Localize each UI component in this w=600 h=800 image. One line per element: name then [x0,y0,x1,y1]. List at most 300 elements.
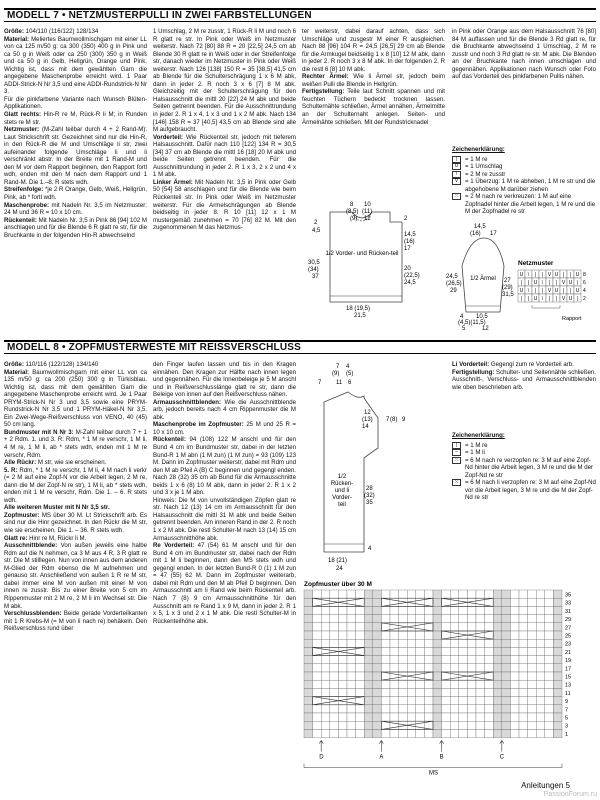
paragraph [4,186,147,201]
chart-cell [450,631,459,639]
chart-cell [545,721,554,729]
dim: 7 [336,364,340,370]
dim: 5 [462,326,466,330]
chart-cell [424,656,433,664]
chart-cell [510,713,519,721]
chart-cell [304,590,313,598]
dim: 12 [364,410,371,416]
chart-cell [545,639,554,647]
chart-cell [536,623,545,631]
chart-cell [450,590,459,598]
chart-cell [476,680,485,688]
legend-item [452,442,596,450]
chart-cell [347,590,356,598]
chart-cell [347,697,356,705]
chart-cell [330,606,339,614]
chart-cell [424,697,433,705]
dim: (16) [470,231,481,237]
paragraph [153,436,296,496]
chart-cell [553,713,562,721]
chart-cell [502,664,511,672]
chart-cell [416,623,425,631]
chart-cell [476,672,485,680]
chart-cell [459,647,468,655]
chart-cell [459,590,468,598]
stitch-symbol: | [541,272,544,278]
chart-cell [545,729,554,737]
chart-cell [519,590,528,598]
chart-cell [502,590,511,598]
start-arrow-icon [440,741,444,752]
paragraph-heading: Glatt rechts: [4,111,41,119]
chart-cell [476,631,485,639]
chart-cell [442,656,451,664]
chart-cell [364,705,373,713]
chart-cell [502,697,511,705]
chart-cell [545,647,554,655]
chart-cell [338,606,347,614]
paragraph [302,88,445,126]
chart-cell [450,656,459,664]
stitch-symbol: U [533,296,538,302]
chart-cell [485,639,494,647]
chart-cell [390,615,399,623]
chart-cell [519,623,528,631]
paragraph-heading: Maschenprobe: [4,201,50,209]
chart-cell [381,639,390,647]
chart-cell [304,705,313,713]
stitch-symbol-icon: ⤬ [452,479,461,486]
paragraph [4,610,147,633]
stitch-symbol: | [555,280,558,286]
chart-cell [381,680,390,688]
stitch-symbol: \ [527,272,530,278]
chart-cell [330,688,339,696]
chart-cell [381,713,390,721]
chart-cell [330,664,339,672]
dim: (4,5)(11,5) [458,320,486,326]
chart-cell [553,672,562,680]
chart-cell [347,664,356,672]
chart-cell [502,647,511,655]
stitch-symbol: | [569,288,572,294]
chart-cell [356,606,365,614]
paragraph-text: MS über 30 M. Lt Strickschrift arb. Es sind nur die Hinr gezeichnet. In den Rückr die M str, wie sie erscheinen. Die 1. – 36. R stets wdh. [4,511,147,535]
paragraph-heading: Re Vorderteil: [153,542,195,550]
chart-cell [450,729,459,737]
chart-cell [313,680,322,688]
chart-cell [493,606,502,614]
chart-cell [313,631,322,639]
legend-item [452,449,596,457]
chart-cell [424,647,433,655]
chart-cell [450,598,459,606]
chart-cell [364,656,373,664]
paragraph-text: Hinweis: Die M von unvollständigen Zöpfen glatt re str. Nach 12 (13) 14 cm im Armausschnitt für den Halsausschnitt die mittl 31 M abk und beide Seiten getrennt beenden. Am inneren Rand in der 2. R noch 1 x 2 M abk. Die restl Schulter-M nach 13 (14) 15 cm Armausschnitthöhe abk. [153,496,296,542]
chart-cell [502,656,511,664]
chart-cell [467,688,476,696]
paragraph-text: Rdm, * 1 M re verschr, 1 M li, 4 M nach li verkr (= 2 M auf eine Zopf-N vor die Arbeit legen, 2 M re, dann die M der Zopf-N re str), 1 M li, ab * stets wdh, enden mit 1 M re verschr, Rdm. Die 1. – 6. R stets wdh. [4,466,147,504]
chart-cell [390,590,399,598]
chart-cell [381,688,390,696]
chart-cell [321,729,330,737]
chart-cell [493,615,502,623]
chart-cell [476,721,485,729]
dim: 4 [368,546,372,552]
chart-cell [338,688,347,696]
chart-cell [528,639,537,647]
paragraph-heading: 5. R: [4,466,18,474]
chart-cell [485,647,494,655]
model8-header: MODELL 8 • ZOPFMUSTERWESTE MIT REISSVERSCHLUSS [4,340,596,354]
chart-cell [493,656,502,664]
paragraph-text: Meliertes Baumwollmischgarn mit einer LL von ca 125 m/50 g: ca 300 (350) 400 g in Pink und ca 50 g in Weiß oder ca 250 (300) 350 g in Weiß und ca 50 g in Gelb, Hellgrün, Orange und Pink. Wichtig ist, dass mit dem gewählten Garn die angegebene Maschenprobe erreicht wird. 1 Paar ADDI-Strick-N Nr 3,5 und eine ADDI-Rundstrick-N Nr 3. [4,35,147,96]
paragraph-heading: Li Vorderteil: [452,361,490,368]
chart-cell [399,615,408,623]
chart-cell [347,598,356,606]
rapport-label: Rapport [562,316,582,322]
stitch-symbol-icon: | [452,156,461,163]
chart-cell [330,680,339,688]
chart-cell [424,713,433,721]
chart-cell [485,697,494,705]
chart-cell [304,639,313,647]
paragraph [452,369,596,392]
paragraph-text: in Pink oder Orange aus dem Halsausschnitt 76 [80] 84 M auffassen und für die Blende 3 Rd glatt re, für die Bruchkante abwechselnd 1 Umschlag, 2 M re zusstr und noch 3 Rd glatt re str. M abk. Die Blenden an der Bruchkante nach innen umschlagen und gegennähen. Applikationen nach Wunsch oder Foto auf das Vorderteil des pinkfarbenen Pullis nähen. [452,28,596,81]
stitch-symbol: | [569,272,572,278]
dim: 12 [364,216,371,222]
stitch-symbol: \ [541,296,544,302]
chart-cell [485,713,494,721]
row-number: 23 [565,641,572,648]
row-number: 13 [565,682,572,689]
chart-cell [553,680,562,688]
chart-cell [424,705,433,713]
chart-cell [442,713,451,721]
dim: 24,5 [404,280,416,286]
dim: (13) [362,417,373,423]
chart-cell [502,615,511,623]
chart-cell [459,721,468,729]
chart-cell [381,697,390,705]
chart-cell [528,672,537,680]
chart-cell [356,713,365,721]
chart-cell [476,729,485,737]
chart-cell [493,705,502,713]
legend-label: = 1 Überzug: 1 M re abheben, 1 M re str und die abgehobene M darüber ziehen [465,178,596,193]
chart-cell [510,639,519,647]
model7-header: MODELL 7 • NETZMUSTERPULLI IN ZWEI FARBSTELLUNGEN [4,8,596,22]
chart-cell [330,672,339,680]
paragraph [302,73,445,88]
paragraph [153,399,296,422]
chart-cell [528,656,537,664]
chart-cell [416,705,425,713]
chart-cell [442,721,451,729]
paragraph-heading: Material: [4,368,30,376]
chart-cell [373,623,382,631]
chart-cell [373,598,382,606]
chart-cell [459,705,468,713]
chart-cell [553,697,562,705]
chart-cell [416,713,425,721]
chart-cell [321,680,330,688]
chart-cell [536,713,545,721]
chart-cell [442,590,451,598]
paragraph-text: Wie Rückenteil str, jedoch mit tieferem Halsausschnitt. Dafür nach 110 [122] 134 R = 30,5 [34] 37 cm ab Blende die mittl 16 [18] 20 M abk und beide Seiten getrennt beenden. Für die Ausschnittrundung in jeder 2. R 1 x 3, 2 x 2 und 4 x 1 M abk. [153,133,296,179]
paragraph-heading: Linker Ärmel: [153,178,193,186]
chart-cell [321,647,330,655]
chart-cell [313,590,322,598]
dim: 14,5 [404,232,416,238]
model8-column-3 [452,361,596,421]
paragraph [4,512,147,535]
chart-cell [347,606,356,614]
chart-cell [381,606,390,614]
chart-cell [338,680,347,688]
chart-cell [338,631,347,639]
chart-cell [528,680,537,688]
ms-bracket [304,764,562,768]
model7-column-3 [302,28,445,168]
chart-cell [467,729,476,737]
chart-cell [502,688,511,696]
chart-cell [364,615,373,623]
paragraph [4,36,147,96]
chart-cell [364,647,373,655]
chart-cell [553,721,562,729]
row-number: 7 [565,707,569,714]
chart-cell [467,721,476,729]
chart-cell [485,664,494,672]
paragraph-text: (M-Zahl teilbar durch 4 + 2 Rand-M): Laut Strickschrift str. Gezeichnet sind nur die Hin-R, in den Rück-R die M und Umschläge li str, zwei aufeinander folgende Umschläge li und li verschränkt abstr. In der Breite mit 1 Rand-M und den M vor dem Rapport beginnen, den Rapport fortl wdh, enden mit den M nach dem Rapport und 1 Rand-M. Die 1.–8. R stets wdh. [4,126,147,186]
chart-cell [467,606,476,614]
chart-cell [356,590,365,598]
chart-cell [485,606,494,614]
legend-label: = 1 M li [465,449,485,456]
chart-cell [545,631,554,639]
paragraph [452,361,596,369]
model7-column-1 [4,28,147,318]
chart-cell [424,680,433,688]
chart-cell [330,590,339,598]
paragraph-text: 110/116 (122/128) 134/140 [23,361,99,368]
paragraph [302,28,445,73]
chart-cell [476,705,485,713]
chart-cell [536,606,545,614]
chart-cell [399,664,408,672]
chart-cell [313,705,322,713]
chart-cell [553,729,562,737]
chart-cell [510,672,519,680]
model8-schematic [302,362,412,577]
dim: 17 [404,246,411,252]
legend-label: = 6 M nach re verzopfen re: 3 M auf eine Zopf-Nd hinter die Arbeit legen, 3 M re und die M der Zopf-Nd re str [465,456,594,479]
chart-cell [364,721,373,729]
dim: 9 [402,417,406,423]
paragraph-text: Baumwollmischgarn mit einer LL von ca 135 m/50 g: ca 200 (250) 300 g in Türkisblau. Wichtig ist, dass mit dem gewählten Garn die angegebene Maschenprobe erreicht wird. Je 1 Paar PRYM-Strick-N Nr 3 und 3,5 sowie eine PRYM-Rundstrick-N Nr 3,5 und 1 PRYM-Häkel-N Nr 3,5. Ein Zwei-Wege-Reißverschluss von VENO, 40 (45) 50 cm lang. [4,368,147,429]
chart-cell [313,639,322,647]
chart-cell [493,680,502,688]
paragraph-heading: Glatt re: [4,534,28,542]
chart-cell [390,713,399,721]
chart-cell [459,713,468,721]
chart-cell [381,656,390,664]
chart-cell [364,672,373,680]
watermark: PassionForum.ru [543,791,597,798]
chart-cell [407,639,416,647]
stitch-symbol: U [575,288,580,294]
paragraph-heading: Rückenteil: [153,436,186,444]
chart-cell [304,656,313,664]
chart-cell [321,631,330,639]
chart-cell [536,639,545,647]
paragraph-heading: Größe: [4,361,24,368]
chart-cell [442,615,451,623]
chart-cell [502,631,511,639]
chart-cell [493,631,502,639]
chart-cell [519,606,528,614]
chart-cell [519,713,528,721]
row-number: 35 [565,592,572,599]
chart-cell [493,672,502,680]
chart-cell [450,688,459,696]
chart-cell [459,639,468,647]
chart-cell [493,664,502,672]
chart-cell [467,664,476,672]
chart-cell [330,713,339,721]
chart-cell [442,606,451,614]
zopfmuster-chart [300,576,600,782]
dim: 31,5 [502,292,514,298]
chart-cell [528,705,537,713]
chart-cell [304,631,313,639]
chart-cell [338,615,347,623]
chart-cell [510,647,519,655]
chart-cell [545,688,554,696]
legend-item [452,171,596,179]
chart-cell [545,672,554,680]
chart-cell [545,598,554,606]
chart-cell [485,705,494,713]
chart-cell [553,688,562,696]
stitch-symbol: | [548,280,551,286]
paragraph-text: Für die pinkfarbene Variante nach Wunsch Blüten-Applikationen. [4,95,147,111]
chart-cell [510,729,519,737]
row-number: 11 [565,690,571,697]
chart-cell [476,713,485,721]
chart-cell [442,664,451,672]
chart-cell [528,688,537,696]
stitch-symbol-icon: – [452,449,461,456]
row-number: 33 [565,600,572,607]
chart-cell [364,680,373,688]
chart-cell [338,729,347,737]
paragraph-text: 1 Umschlag, 2 M re zusstr, 1 Rück-R li M und noch 6 R glatt re str. In Pink oder Weiß im Netzmuster weiterstr. Nach 72 [80] 88 R = 20 [22,5] 24,5 cm ab Blende 30 R glatt re in Weiß oder in der Streifenfolge str, danach wieder im Netzmuster in Pink oder Weiß weiterstr. Nach 126 [138] 150 R = 35 [38,5] 41,5 cm ab Blende für die Schulterschrägung 1 x 6 M abk, dann in jeder 2. R noch 3 x 6 [7] 8 M abk. Gleichzeitig mit der Schulterschrägung für den Halsausschnitt die mittl 20 [22] 24 M abk und beide Seiten getrennt beenden. Für die Ausschnittrundung in jeder 2. R 1 x 4, 1 x 3 und 1 x 2 M abk. Nach 134 [146] 158 R = 37 [40,5] 43,5 cm ab Blende sind alle M aufgebraucht. [153,28,296,134]
chart-cell [467,680,476,688]
dim: 24 [336,566,343,572]
chart-cell [433,647,442,655]
chart-cell [553,606,562,614]
paragraph-text: Mit Nadeln Nr. 3,5 in Pink 86 [94] 102 M anschlagen und für die Blende 6 R glatt re str, für die Bruchkante in der folgenden Hin-R abwechselnd [4,216,147,239]
chart-cell [545,606,554,614]
chart-cell [416,664,425,672]
paragraph-text: M str, wie sie erscheinen. [36,459,107,467]
chart-cell [364,697,373,705]
chart-cell [416,697,425,705]
row-number: 29 [565,617,572,624]
chart-cell [321,606,330,614]
chart-cell [347,631,356,639]
chart-cell [347,688,356,696]
chart-cell [407,631,416,639]
stitch-symbol-icon: | [452,442,461,449]
chart-cell [459,697,468,705]
arrow-label: B [439,754,444,761]
chart-cell [493,688,502,696]
paragraph-heading: Ausschnittblende: [4,542,58,550]
chart-cell [433,680,442,688]
chart-cell [485,688,494,696]
chart-cell [553,615,562,623]
paragraph-text: ter weiterstr, dabei darauf achten, dass sich Umschläge und zusgestr M einer R ausgleichen. Nach 88 [96] 104 R = 24,5 [26,5] 29 cm ab Blende für die Armkugel beidseitig 1 x 8 [10] 12 M abk, dann in jeder 2. R noch 3 x 8 M abk. In der folgenden 2. R die restl 6 [8] 10 M abk. [302,28,445,73]
stitch-symbol: U [554,288,559,294]
chart-cell [476,656,485,664]
stitch-symbol: | [576,280,579,286]
chart-cell [338,639,347,647]
chart-cell [553,664,562,672]
chart-cell [493,639,502,647]
chart-cell [536,615,545,623]
dim: 29 [450,288,457,294]
chart-cell [467,615,476,623]
legend-item [452,479,596,502]
dim: (11) [362,209,373,215]
row-number: 17 [565,666,572,673]
model7-schematic-body [300,200,445,320]
chart-cell [390,729,399,737]
chart-cell [510,680,519,688]
chart-cell [321,590,330,598]
chart-cell [450,647,459,655]
chart-cell [433,729,442,737]
chart-cell [407,647,416,655]
chart-cell [433,721,442,729]
paragraph-text: mit Nadeln Nr. 3,5 im Netzmuster: 24 M und 36 R = 10 x 10 cm. [4,201,147,217]
chart-cell [338,590,347,598]
legend-item [452,193,596,216]
row-number: 8 [583,272,586,278]
row-number: 31 [565,608,572,615]
chart-cell [399,680,408,688]
stitch-symbol: \ [541,280,544,286]
paragraph-heading: Fertigstellung: [452,368,495,376]
chart-cell [407,656,416,664]
chart-cell [373,672,382,680]
chart-cell [536,721,545,729]
chart-cell [519,664,528,672]
chart-cell [450,615,459,623]
chart-cell [519,688,528,696]
paragraph [4,217,147,240]
chart-cell [390,598,399,606]
chart-cell [553,590,562,598]
dim: 20 [404,266,411,272]
chart-cell [304,697,313,705]
paragraph [153,421,296,436]
chart-cell [493,590,502,598]
chart-cell [476,647,485,655]
